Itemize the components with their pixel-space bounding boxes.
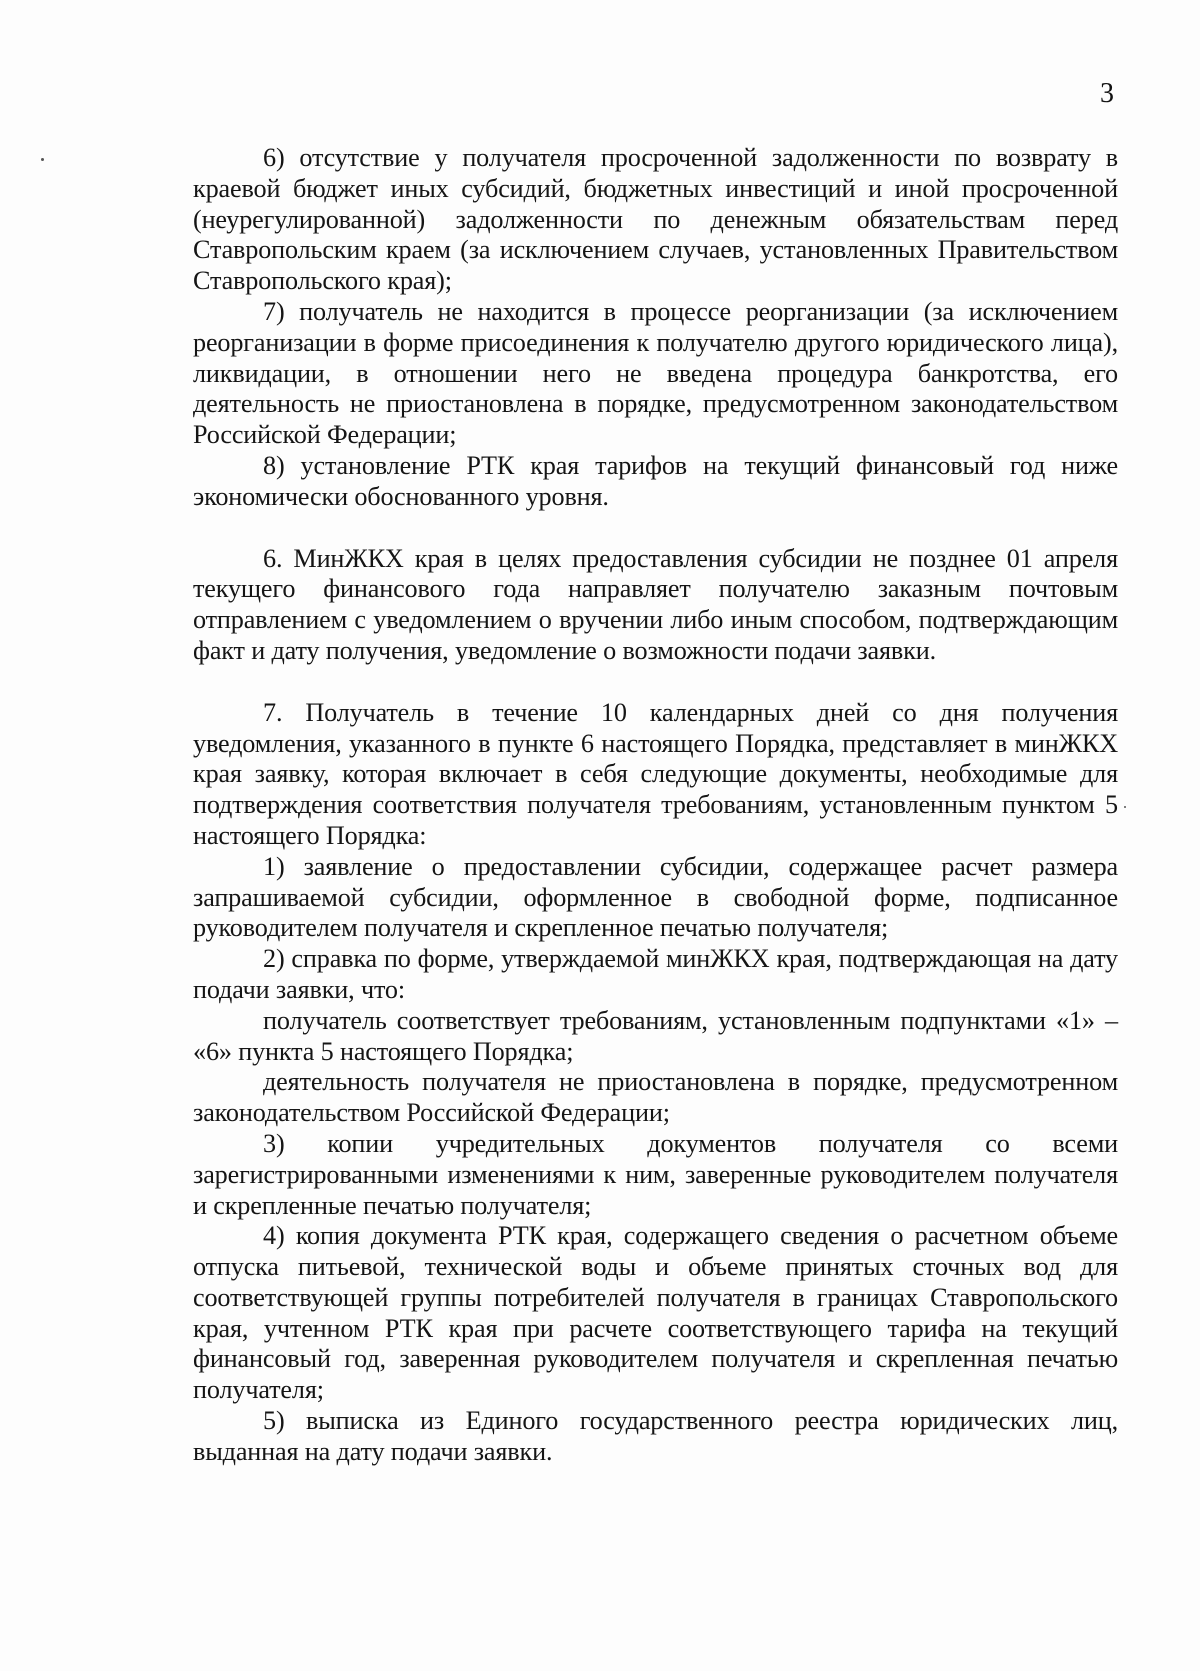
document-body xyxy=(193,143,1118,1468)
clause-7-item-5: 5) выписка из Единого государственного реестра юридических лиц, выданная на дату подачи заявки. xyxy=(193,1406,1118,1466)
clause-7-item-2-point-b: деятельность получателя не приостановлена в порядке, предусмотренном законодательством Российской Федерации; xyxy=(193,1067,1118,1128)
clause-7: 7. Получатель в течение 10 календарных дней со дня получения уведомления, указанного в пункте 6 настоящего Порядка, представляет в минЖКХ края заявку, которая включает в себя следующие документы, необходимые для подтверждения соответствия получателя требованиям, установленным пунктом 5 настоящего Порядка: xyxy=(193,697,1118,850)
paragraph-7-subitem: 7) получатель не находится в процессе реорганизации (за исключением реорганизации в форме присоединения к получателю другого юридического лица), ликвидации, в отношении него не введена процедура банкротства, его деятельность не приостановлена в порядке, предусмотренном законодательством Российской Федерации; xyxy=(193,296,1118,450)
clause-7-item-2: 2) справка по форме, утверждаемой минЖКХ края, подтверждающая на дату подачи заявки, что: xyxy=(193,944,1118,1004)
scan-speck xyxy=(1124,806,1126,808)
paragraph-6-subitem: 6) отсутствие у получателя просроченной задолженности по возврату в краевой бюджет иных субсидий, бюджетных инвестиций и иной просроченной (неурегулированной) задолженности по денежным обязательствам перед Ставропольским краем (за исключением случаев, установленных Правительством Ставропольского края); xyxy=(193,143,1118,296)
clause-6: 6. МинЖКХ края в целях предоставления субсидии не позднее 01 апреля текущего финансового года направляет получателю заказным почтовым отправлением с уведомлением о вручении либо иным способом, подтверждающим факт и дату получения, уведомление о возможности подачи заявки. xyxy=(193,543,1118,665)
page-number: 3 xyxy=(1100,78,1114,109)
clause-7-item-1: 1) заявление о предоставлении субсидии, содержащее расчет размера запрашиваемой субсидии, оформленное в свободной форме, подписанное руководителем получателя и скрепленное печатью получателя; xyxy=(193,851,1118,943)
clause-7-item-2-point-a: получатель соответствует требованиям, установленным подпунктами «1» – «6» пункта 5 настоящего Порядка; xyxy=(193,1005,1118,1066)
clause-7-item-3: 3) копии учредительных документов получателя со всеми зарегистрированными изменениями к ним, заверенные руководителем получателя и скрепленные печатью получателя; xyxy=(193,1128,1118,1220)
paragraph-8-subitem: 8) установление РТК края тарифов на текущий финансовый год ниже экономически обоснованного уровня. xyxy=(193,450,1118,511)
clause-7-item-4: 4) копия документа РТК края, содержащего сведения о расчетном объеме отпуска питьевой, технической воды и объеме принятых сточных вод для соответствующей группы потребителей получателя в границах Ставропольского края, учтенном РТК края при расчете соответствующего тарифа на текущий финансовый год, заверенная руководителем получателя и скрепленная печатью получателя; xyxy=(193,1221,1118,1405)
scan-speck xyxy=(41,158,44,161)
